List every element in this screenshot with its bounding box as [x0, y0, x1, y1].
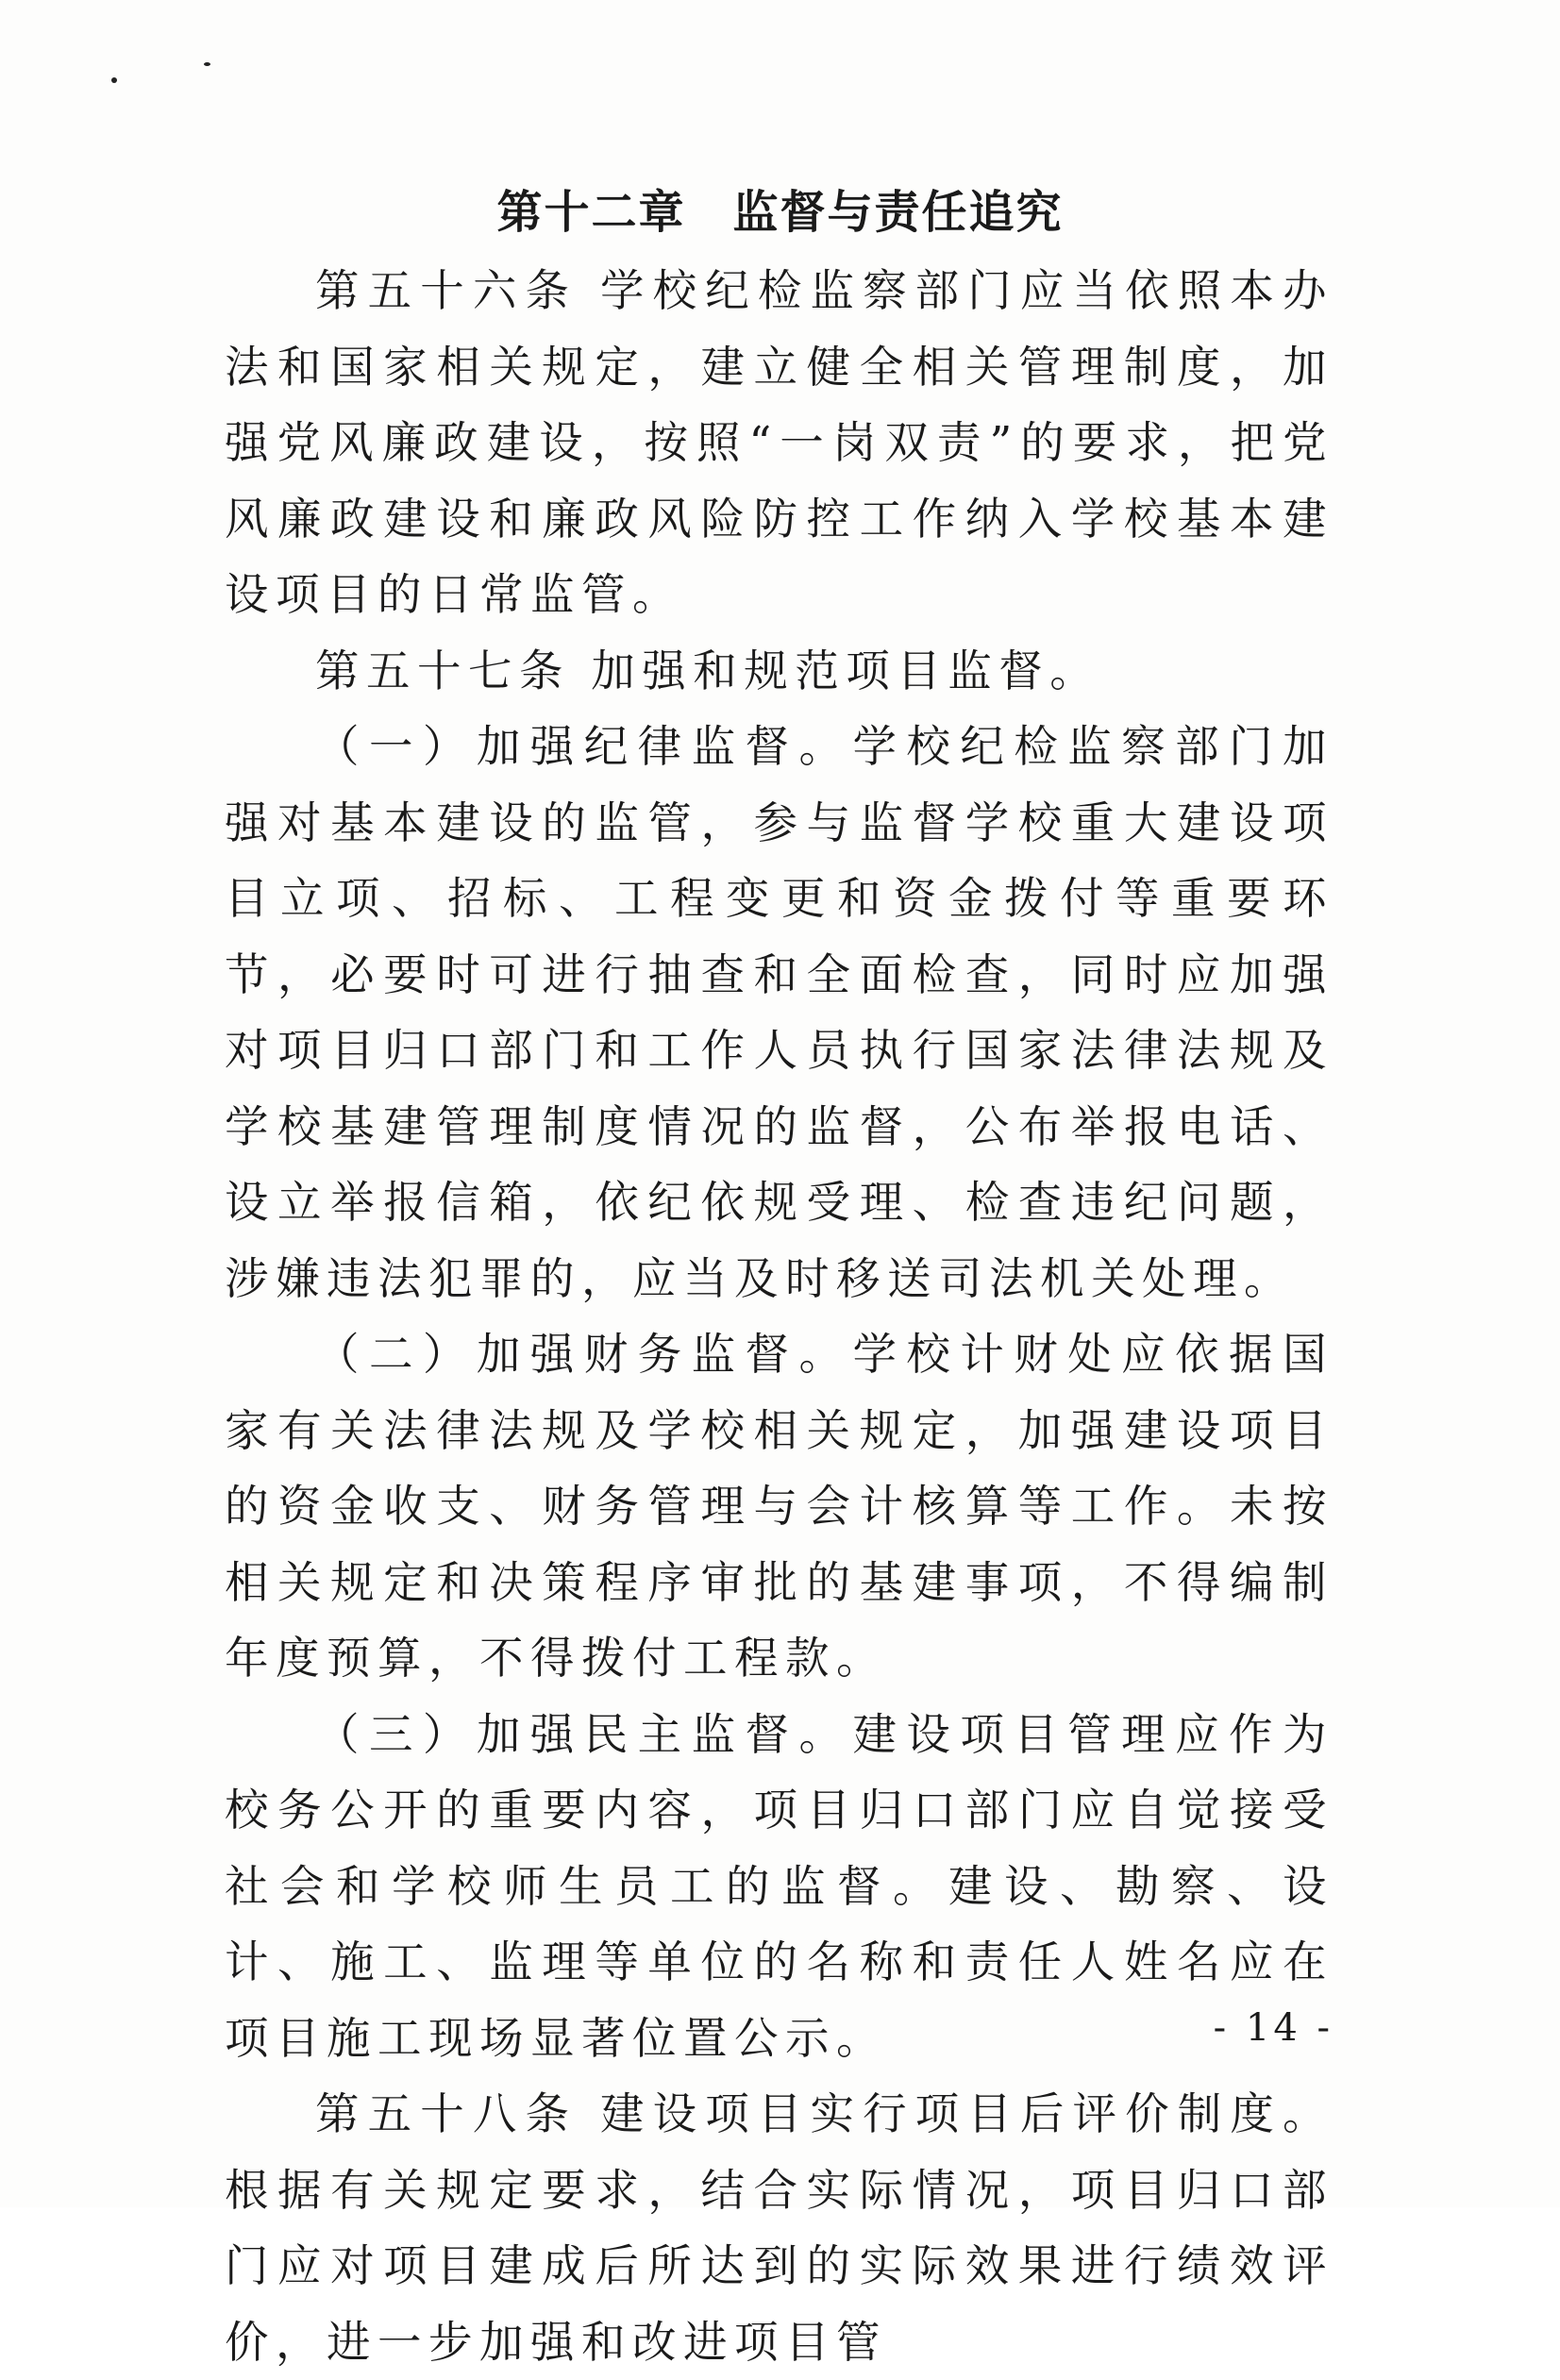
article-57-paragraph: 第五十七条 加强和规范项目监督。 [315, 645, 1101, 696]
discipline-supervision-paragraph: （一）加强纪律监督。学校纪检监察部门加强对基本建设的监管，参与监督学校重大建设项目立项、招标、工程变更和资金拨付等重要环节，必要时可进行抽查和全面检查，同时应加强对项目归口部门和工作人员执行国家法律法规及学校基建管理制度情况的监督，公布举报电话、设立举报信箱，依纪依规受理、检查违纪问题，涉嫌违法犯罪的，应当及时移送司法机关处理。 [225, 721, 1334, 1304]
financial-supervision-paragraph: （二）加强财务监督。学校计财处应依据国家有关法律法规及学校相关规定，加强建设项目的资金收支、财务管理与会计核算等工作。未按相关规定和决策程序审批的基建事项，不得编制年度预算，不得拨付工程款。 [225, 1329, 1334, 1684]
article-58-paragraph: 第五十八条 建设项目实行项目后评价制度。根据有关规定要求，结合实际情况，项目归口部门应对项目建成后所达到的实际效果进行绩效评价，进一步加强和改进项目管 [225, 2088, 1334, 2368]
democratic-supervision-paragraph: （三）加强民主监督。建设项目管理应作为校务公开的重要内容，项目归口部门应自觉接受社会和学校师生员工的监督。建设、勘察、设计、施工、监理等单位的名称和责任人姓名应在项目施工现场显著位置公示。 [225, 1708, 1334, 2064]
scan-speck-mark [111, 77, 117, 83]
chapter-title: 第十二章 监督与责任追究 [496, 186, 1064, 239]
page-number: - 14 - [1213, 2006, 1334, 2050]
document-body [225, 253, 1334, 2380]
scan-speck-mark [204, 62, 210, 66]
article-56-paragraph: 第五十六条 学校纪检监察部门应当依照本办法和国家相关规定，建立健全相关管理制度，加强党风廉政建设，按照“一岗双责”的要求，把党风廉政建设和廉政风险防控工作纳入学校基本建设项目的日常监管。 [225, 265, 1334, 620]
